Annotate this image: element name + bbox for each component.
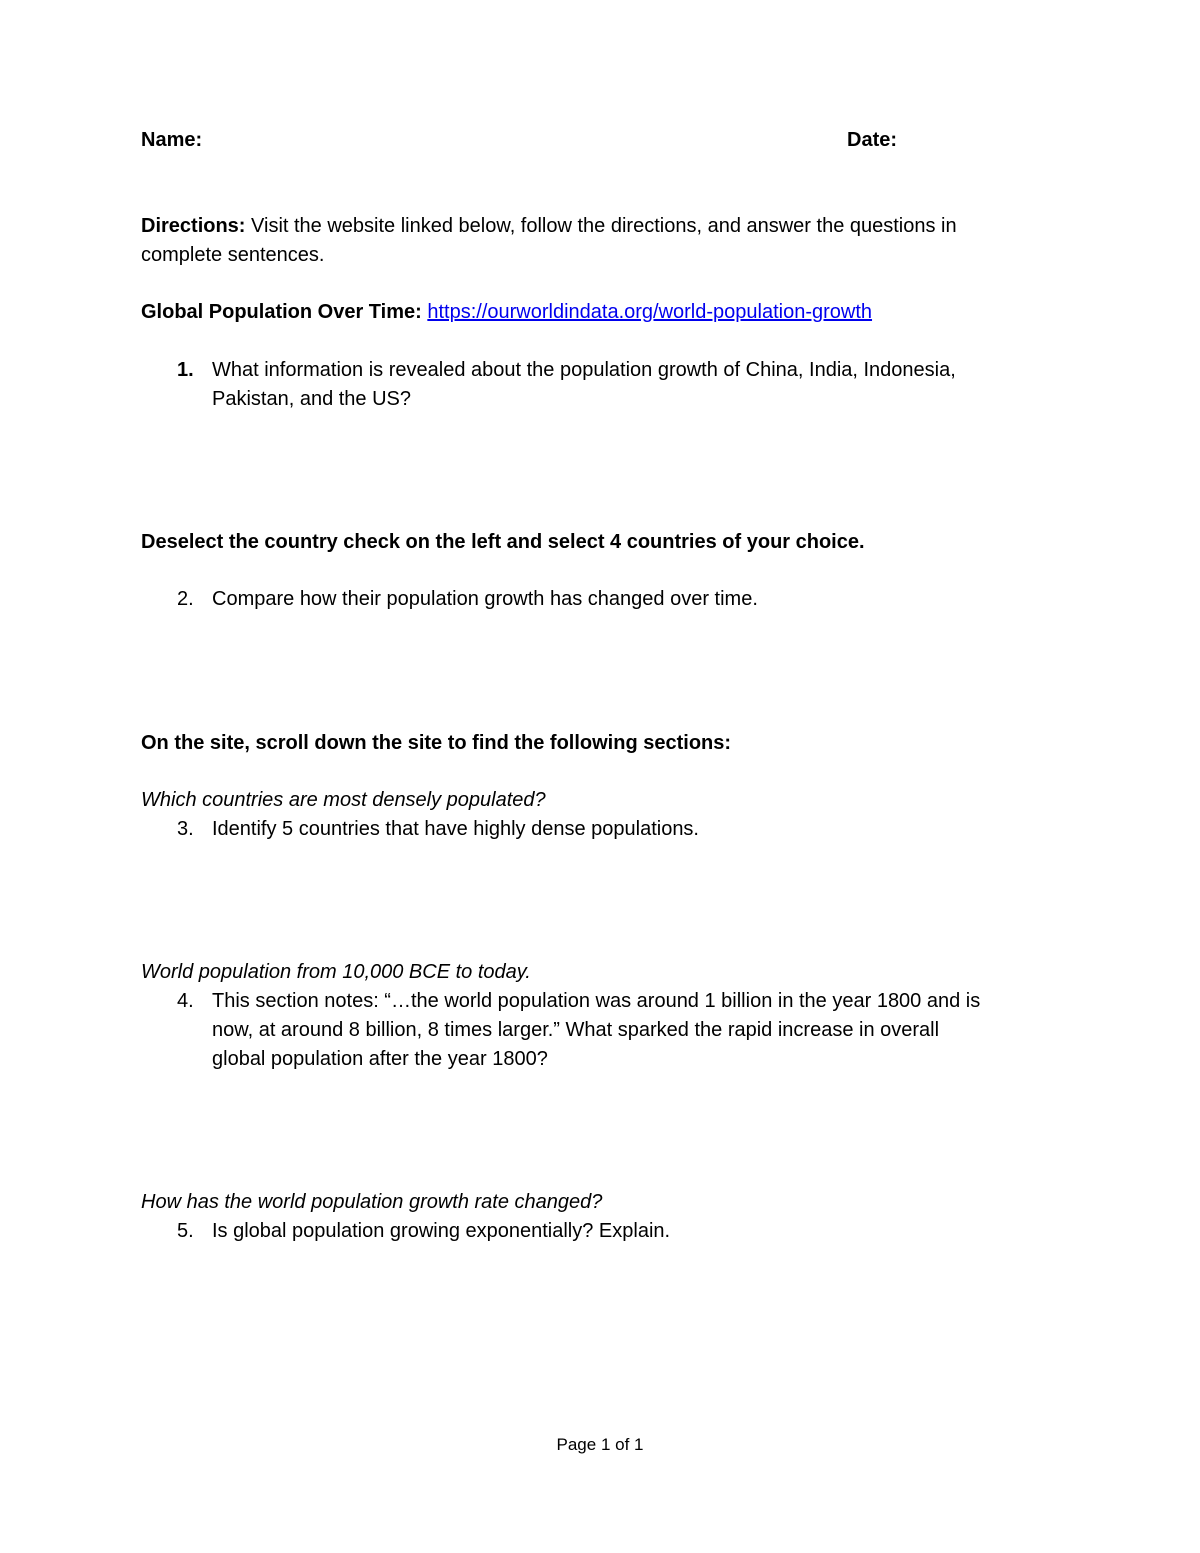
directions-line-2: complete sentences.	[141, 244, 325, 266]
date-label: Date:	[847, 129, 898, 151]
directions-line-1	[141, 212, 957, 241]
question-4-line-2: now, at around 8 billion, 8 times larger.” What sparked the rapid increase in overall	[212, 1019, 940, 1041]
section-2-heading: Deselect the country check on the left and select 4 countries of your choice.	[141, 531, 865, 553]
section-3-heading: On the site, scroll down the site to find the following sections:	[141, 732, 732, 754]
question-5-number: 5.	[177, 1220, 194, 1242]
subsection-history-title: World population from 10,000 BCE to today.	[141, 961, 531, 983]
page-number-footer: Page 1 of 1	[556, 1435, 644, 1454]
subsection-rate-title: How has the world population growth rate changed?	[141, 1191, 603, 1213]
directions-text: Visit the website linked below, follow the directions, and answer the questions in	[245, 215, 957, 237]
question-4-line-3: global population after the year 1800?	[212, 1048, 548, 1070]
question-2-text: Compare how their population growth has changed over time.	[212, 588, 758, 610]
question-5-text: Is global population growing exponentially? Explain.	[212, 1220, 671, 1242]
resource-label: Global Population Over Time:	[141, 301, 422, 323]
question-4-number: 4.	[177, 990, 194, 1012]
name-label: Name:	[141, 129, 203, 151]
resource-link[interactable]: https://ourworldindata.org/world-population-growth	[427, 301, 873, 323]
question-2-number: 2.	[177, 588, 194, 610]
question-1-line-1: What information is revealed about the population growth of China, India, Indonesia,	[212, 359, 956, 381]
resource-line	[141, 298, 872, 327]
subsection-density-title: Which countries are most densely populated?	[141, 789, 546, 811]
question-1-number: 1.	[177, 359, 194, 381]
question-3-text: Identify 5 countries that have highly dense populations.	[212, 818, 699, 840]
directions-label: Directions:	[141, 215, 246, 237]
question-4-line-1: This section notes: “…the world population was around 1 billion in the year 1800 and is	[212, 990, 981, 1012]
question-3-number: 3.	[177, 818, 194, 840]
question-1-line-2: Pakistan, and the US?	[212, 388, 412, 410]
